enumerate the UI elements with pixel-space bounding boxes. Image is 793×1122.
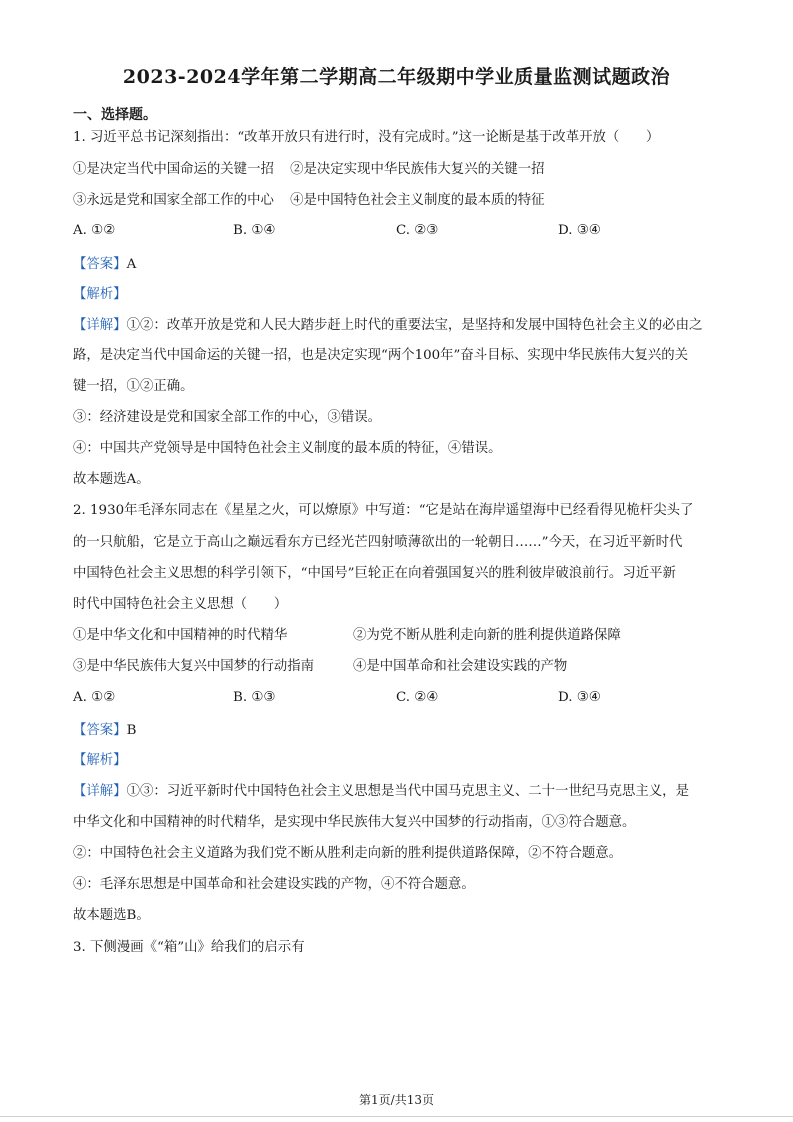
q1-option-b: B. ①④ bbox=[233, 223, 276, 238]
q2-option-c: C. ②④ bbox=[396, 690, 439, 705]
q2-detail-tag: 【详解】 bbox=[73, 784, 127, 799]
q1-statement-2: ②是决定实现中华民族伟大复兴的关键一招 bbox=[290, 162, 545, 177]
q2-stem-line1: 2. 1930年毛泽东同志在《星星之火，可以燎原》中写道：“它是站在海岸遥望海中已经看得见桅杆尖头了 bbox=[73, 503, 694, 518]
page-title: 2023-2024学年第二学期高二年级期中学业质量监测试题政治 bbox=[122, 66, 671, 88]
q2-stem-line2: 的一只航船，它是立于高山之巅远看东方已经光芒四射喷薄欲出的一轮朝日……”今天，在习近平新时代 bbox=[73, 535, 683, 550]
q2-detail-line4: ④：毛泽东思想是中国革命和社会建设实践的产物，④不符合题意。 bbox=[73, 877, 475, 892]
q2-statement-1: ①是中华文化和中国精神的时代精华 bbox=[73, 628, 288, 643]
q3-stem: 3. 下侧漫画《“箱”山》给我们的启示有 bbox=[73, 940, 305, 955]
q1-detail-line5: ④：中国共产党领导是中国特色社会主义制度的最本质的特征，④错误。 bbox=[73, 441, 502, 456]
q2-statements-row2 bbox=[73, 658, 723, 676]
q1-answer-value: A bbox=[126, 257, 137, 272]
q2-option-b: B. ①③ bbox=[233, 690, 276, 705]
q2-detail-line2: 中华文化和中国精神的时代精华，是实现中华民族伟大复兴中国梦的行动指南，①③符合题意。 bbox=[73, 815, 636, 830]
bottom-divider bbox=[0, 1116, 793, 1117]
q2-statement-4: ④是中国革命和社会建设实践的产物 bbox=[353, 659, 568, 674]
q1-option-a: A. ①② bbox=[73, 223, 116, 238]
q2-conclusion: 故本题选B。 bbox=[73, 908, 150, 923]
q1-statement-1: ①是决定当代中国命运的关键一招 bbox=[73, 162, 274, 177]
q1-detail-line4: ③：经济建设是党和国家全部工作的中心，③错误。 bbox=[73, 410, 381, 425]
q2-answer-value: B bbox=[126, 723, 137, 738]
q1-detail-line2: 路，是决定当代中国命运的关键一招，也是决定实现“两个100年”奋斗目标、实现中华民族伟大复兴的关 bbox=[73, 348, 689, 363]
q1-stem: 1. 习近平总书记深刻指出：“改革开放只有进行时，没有完成时。”这一论断是基于改革开放（ ） bbox=[73, 130, 660, 145]
q1-answer bbox=[73, 256, 136, 274]
q1-detail-line1 bbox=[73, 317, 702, 335]
q1-option-c: C. ②③ bbox=[396, 223, 439, 238]
section-heading: 一、选择题。 bbox=[73, 107, 157, 123]
q1-detail-tag: 【详解】 bbox=[73, 318, 127, 333]
q2-stem-line4: 时代中国特色社会主义思想（ ） bbox=[73, 597, 288, 612]
q1-statement-4: ④是中国特色社会主义制度的最本质的特征 bbox=[290, 193, 545, 208]
q2-answer-tag: 【答案】 bbox=[73, 723, 127, 738]
q1-options bbox=[73, 222, 723, 240]
q1-detail-text1: ①②：改革开放是党和人民大踏步赶上时代的重要法宝，是坚持和发展中国特色社会主义的必由之 bbox=[126, 318, 703, 333]
q1-option-d: D. ③④ bbox=[558, 223, 601, 238]
q2-option-a: A. ①② bbox=[73, 690, 116, 705]
q2-statement-3: ③是中华民族伟大复兴中国梦的行动指南 bbox=[73, 659, 315, 674]
q1-answer-tag: 【答案】 bbox=[73, 257, 127, 272]
page-footer: 第1页/共13页 bbox=[359, 1093, 434, 1107]
q2-detail-line3: ②：中国特色社会主义道路为我们党不断从胜利走向新的胜利提供道路保障，②不符合题意。 bbox=[73, 846, 623, 861]
q2-analysis-tag: 【解析】 bbox=[73, 753, 127, 768]
q2-statement-2: ②为党不断从胜利走向新的胜利提供道路保障 bbox=[353, 628, 621, 643]
q1-statements-row2 bbox=[73, 192, 545, 210]
q1-analysis-tag: 【解析】 bbox=[73, 287, 127, 302]
q1-statements-row1 bbox=[73, 161, 545, 179]
q2-option-d: D. ③④ bbox=[558, 690, 601, 705]
q2-analysis bbox=[73, 752, 127, 770]
q1-analysis bbox=[73, 286, 127, 304]
q1-statement-3: ③永远是党和国家全部工作的中心 bbox=[73, 193, 274, 208]
q2-stem-line3: 中国特色社会主义思想的科学引领下，“中国号”巨轮正在向着强国复兴的胜利彼岸破浪前行。习近平新 bbox=[73, 566, 676, 581]
q2-detail-text1: ①③：习近平新时代中国特色社会主义思想是当代中国马克思主义、二十一世纪马克思主义，是 bbox=[126, 784, 689, 799]
q2-detail-line1 bbox=[73, 783, 689, 801]
q2-answer bbox=[73, 722, 136, 740]
q1-conclusion: 故本题选A。 bbox=[73, 472, 150, 487]
q2-options bbox=[73, 689, 723, 707]
q1-detail-line3: 键一招，①②正确。 bbox=[73, 379, 194, 394]
q2-statements-row1 bbox=[73, 627, 723, 645]
